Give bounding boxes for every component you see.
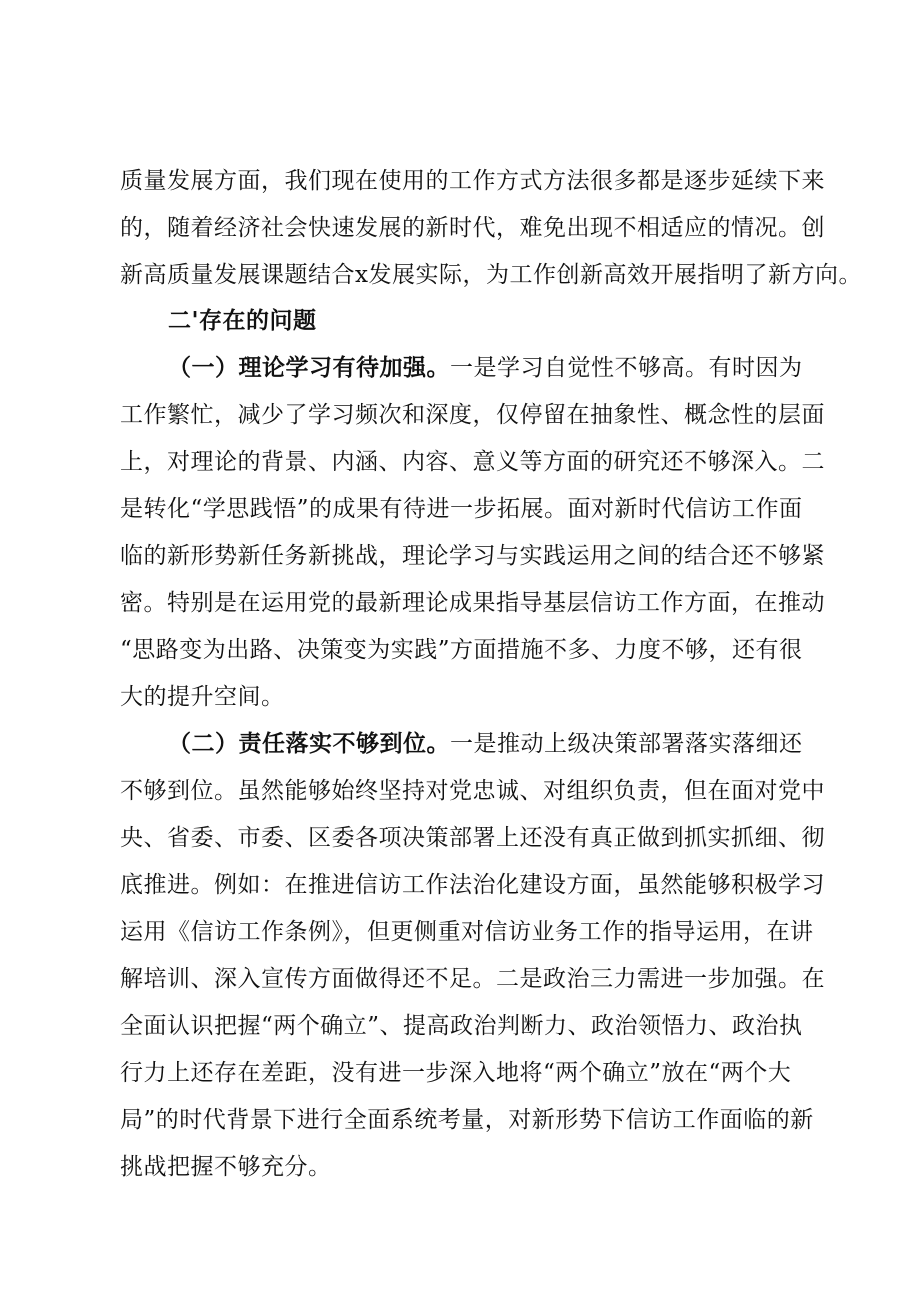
sub2-line: 央、省委、市委、区委各项决策部署上还没有真正做到抓实抓细、彻: [120, 825, 825, 851]
sub1-line: 临的新形势新任务新挑战，理论学习与实践运用之间的结合还不够紧: [120, 543, 825, 569]
sub2-first-line: [168, 729, 803, 759]
sub1-first-line: [168, 353, 803, 383]
sub1-line: 上，对理论的背景、内涵、内容、意义等方面的研究还不够深入。二: [120, 449, 825, 475]
intro-line: 的，随着经济社会快速发展的新时代，难免出现不相适应的情况。创: [120, 215, 825, 241]
intro-line: 新高质量发展课题结合x发展实际，为工作创新高效开展指明了新方向。: [120, 262, 862, 288]
sub1-line: 是转化“学思践悟”的成果有待进一步拓展。面对新时代信访工作面: [120, 496, 803, 522]
sub1-line: 密。特别是在运用党的最新理论成果指导基层信访工作方面，在推动: [120, 590, 825, 616]
sub1-line: “思路变为出路、决策变为实践”方面措施不多、力度不够，还有很: [120, 637, 803, 663]
sub2-line: 局”的时代背景下进行全面系统考量，对新形势下信访工作面临的新: [120, 1107, 814, 1133]
intro-line: 质量发展方面，我们现在使用的工作方式方法很多都是逐步延续下来: [120, 168, 825, 194]
sub2-line: 底推进。例如：在推进信访工作法治化建设方面，虽然能够积极学习: [120, 872, 825, 898]
sub2-line: 行力上还存在差距，没有进一步深入地将“两个确立”放在“两个大: [120, 1060, 792, 1086]
sub1-line: 大的提升空间。: [120, 684, 285, 710]
sub2-line: 不够到位。虽然能够始终坚持对党忠诚、对组织负责，但在面对党中: [120, 778, 825, 804]
sub2-heading: （二）责任落实不够到位。: [168, 731, 450, 757]
sub1-first-line-text: 一是学习自觉性不够高。有时因为: [450, 355, 803, 381]
sub2-line: 解培训、深入宣传方面做得还不足。二是政治三力需进一步加强。在: [120, 966, 825, 992]
section-heading: 二'存在的问题: [168, 308, 317, 334]
sub1-line: 工作繁忙，减少了学习频次和深度，仅停留在抽象性、概念性的层面: [120, 402, 825, 428]
sub2-line: 运用《信访工作条例》，但更侧重对信访业务工作的指导运用，在讲: [120, 919, 814, 945]
sub2-first-line-text: 一是推动上级决策部署落实落细还: [450, 731, 803, 757]
sub2-line: 全面认识把握“两个确立”、提高政治判断力、政治领悟力、政治执: [120, 1013, 803, 1039]
sub2-line: 挑战把握不够充分。: [120, 1154, 332, 1180]
sub1-heading: （一）理论学习有待加强。: [168, 355, 450, 381]
